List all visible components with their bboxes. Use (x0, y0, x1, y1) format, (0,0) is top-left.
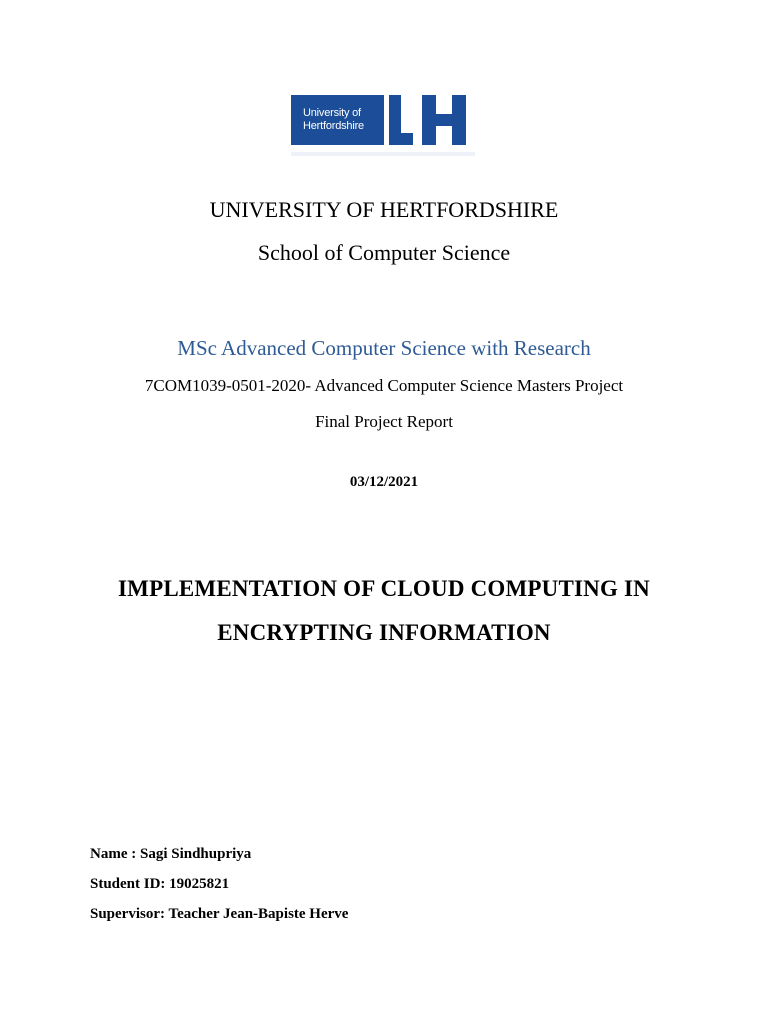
logo-wordmark (291, 95, 384, 145)
university-name: UNIVERSITY OF HERTFORDSHIRE (209, 197, 559, 222)
course-code: 7COM1039-0501-2020- Advanced Computer Science Masters Project (144, 376, 624, 395)
student-id: Student ID: 19025821 (90, 876, 230, 892)
logo-line-1: University of (303, 107, 361, 119)
supervisor-name: Supervisor: Teacher Jean-Bapiste Herve (90, 906, 349, 922)
report-type: Final Project Report (315, 412, 453, 431)
report-title-line-1: IMPLEMENTATION OF CLOUD COMPUTING IN (118, 576, 650, 601)
logo-u-letter (384, 95, 413, 145)
school-name: School of Computer Science (257, 240, 511, 265)
logo-uh-mark (384, 95, 475, 145)
student-name: Name : Sagi Sindhupriya (90, 846, 252, 862)
logo-divider (291, 152, 475, 156)
report-date: 03/12/2021 (349, 474, 419, 490)
logo-h-crossbar (436, 114, 452, 126)
programme-name: MSc Advanced Computer Science with Research (177, 336, 591, 360)
logo-line-2: Hertfordshire (303, 120, 364, 132)
logo-h-left-stroke (422, 95, 436, 145)
university-logo (291, 95, 475, 145)
logo-h-right-stroke (452, 95, 466, 145)
report-title-line-2: ENCRYPTING INFORMATION (217, 620, 551, 645)
